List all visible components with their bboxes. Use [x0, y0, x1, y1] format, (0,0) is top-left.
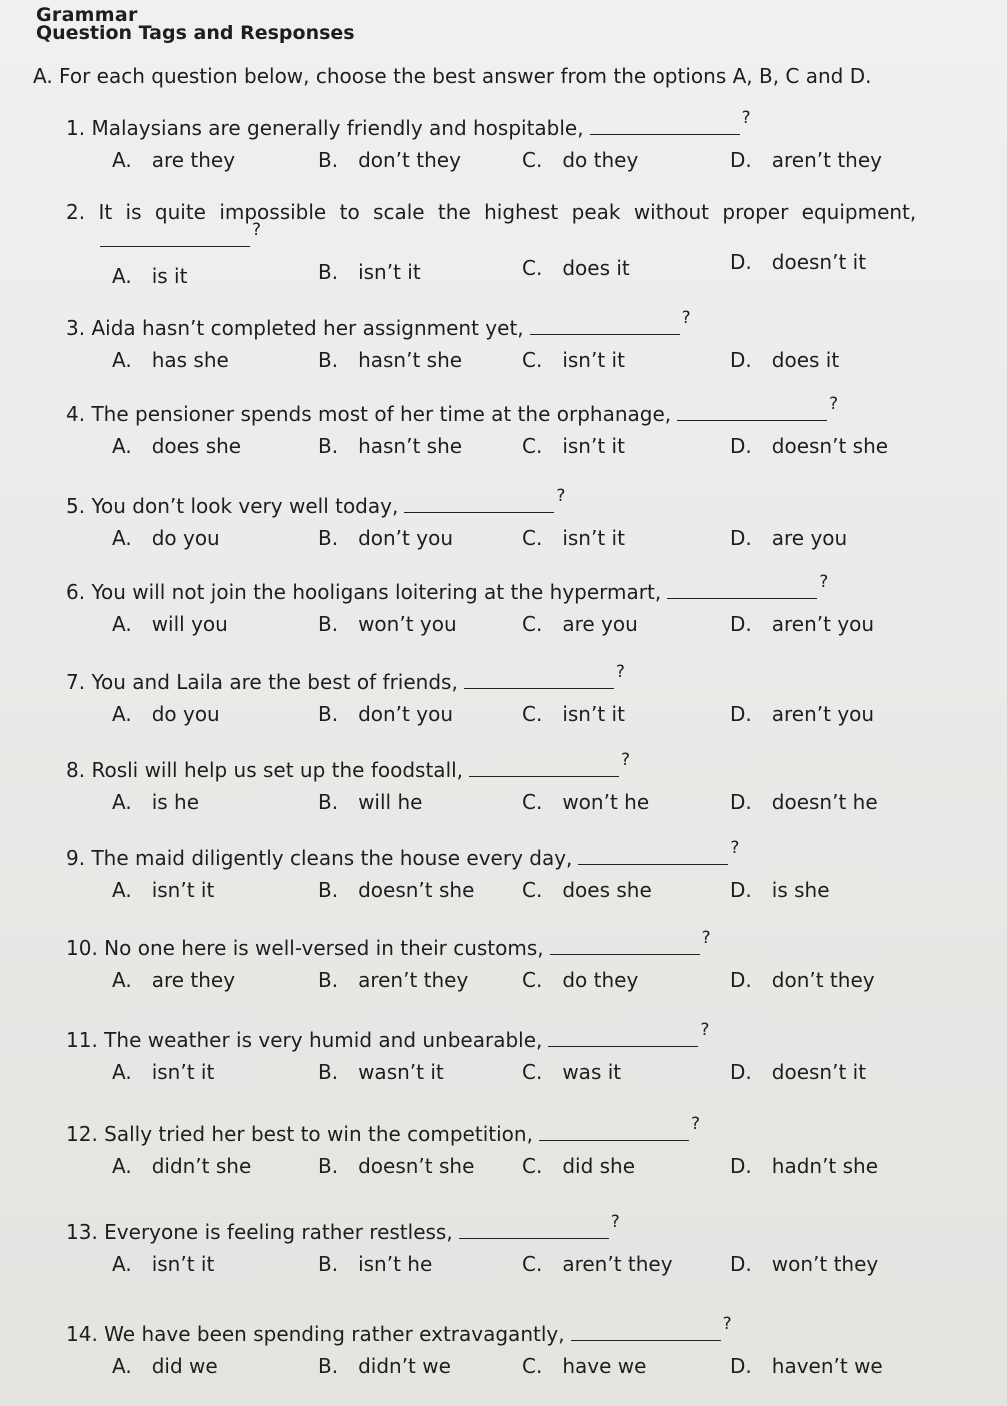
question-mark: ? [829, 394, 839, 414]
question-number: 8. [66, 758, 86, 782]
option-a[interactable]: A. is it [112, 264, 188, 288]
question-number: 13. [66, 1220, 98, 1244]
option-b[interactable]: B. doesn’t she [318, 878, 475, 902]
question-9 [60, 838, 960, 916]
question-mark: ? [741, 108, 751, 128]
question-stem [66, 928, 711, 960]
option-a[interactable]: A. are they [112, 968, 236, 992]
option-d[interactable]: D. don’t they [730, 968, 875, 992]
question-6 [60, 572, 960, 650]
option-c[interactable]: C. was it [522, 1060, 622, 1084]
option-c[interactable]: C. does it [522, 256, 630, 280]
question-text: Everyone is feeling rather restless, [104, 1220, 453, 1244]
question-3 [60, 308, 960, 386]
answer-blank[interactable] [530, 334, 680, 335]
answer-blank[interactable] [590, 134, 740, 135]
option-b[interactable]: B. hasn’t she [318, 348, 463, 372]
question-stem [66, 838, 740, 870]
option-b[interactable]: B. doesn’t she [318, 1154, 475, 1178]
question-mark: ? [610, 1212, 620, 1232]
option-c[interactable]: C. isn’t it [522, 526, 625, 550]
question-number: 7. [66, 670, 86, 694]
question-mark: ? [690, 1114, 700, 1134]
option-a[interactable]: A. did we [112, 1354, 218, 1378]
question-text: Rosli will help us set up the foodstall, [91, 758, 464, 782]
option-a[interactable]: A. isn’t it [112, 878, 215, 902]
answer-blank[interactable] [464, 688, 614, 689]
answer-blank[interactable] [539, 1140, 689, 1141]
question-stem [66, 108, 751, 140]
question-mark: ? [252, 220, 262, 240]
answer-blank[interactable] [667, 598, 817, 599]
option-d[interactable]: D. aren’t they [730, 148, 882, 172]
question-11 [60, 1020, 960, 1098]
option-d[interactable]: D. doesn’t it [730, 1060, 867, 1084]
question-stem [66, 662, 625, 694]
answer-blank[interactable] [578, 864, 728, 865]
question-1 [60, 108, 960, 186]
question-number: 3. [66, 316, 86, 340]
option-b[interactable]: B. hasn’t she [318, 434, 463, 458]
question-mark: ? [700, 1020, 710, 1040]
question-mark: ? [701, 928, 711, 948]
question-10 [60, 928, 960, 1006]
question-number: 2. [66, 200, 86, 224]
option-a[interactable]: A. isn’t it [112, 1252, 215, 1276]
question-stem [66, 200, 916, 224]
question-text: You don’t look very well today, [91, 494, 399, 518]
question-stem [66, 1212, 620, 1244]
option-b[interactable]: B. don’t you [318, 702, 453, 726]
answer-blank[interactable] [469, 776, 619, 777]
question-stem [66, 1020, 710, 1052]
option-c[interactable]: C. have we [522, 1354, 647, 1378]
option-b[interactable]: B. didn’t we [318, 1354, 451, 1378]
question-14 [60, 1314, 960, 1392]
option-d[interactable]: D. haven’t we [730, 1354, 883, 1378]
answer-blank[interactable] [571, 1340, 721, 1341]
option-b[interactable]: B. isn’t he [318, 1252, 433, 1276]
option-c[interactable]: C. are you [522, 612, 638, 636]
question-stem [66, 308, 691, 340]
option-d[interactable]: D. doesn’t she [730, 434, 889, 458]
question-4 [60, 394, 960, 472]
option-c[interactable]: C. isn’t it [522, 348, 625, 372]
answer-line [100, 220, 262, 252]
question-mark: ? [722, 1314, 732, 1334]
option-b[interactable]: B. don’t they [318, 148, 461, 172]
question-stem [66, 572, 829, 604]
option-b[interactable]: B. will he [318, 790, 423, 814]
question-text: The weather is very humid and unbearable, [104, 1028, 543, 1052]
answer-blank[interactable] [100, 246, 250, 247]
option-b[interactable]: B. won’t you [318, 612, 457, 636]
instruction-text: A. For each question below, choose the best answer from the options A, B, C and D. [33, 64, 872, 88]
question-text: We have been spending rather extravagantly, [104, 1322, 565, 1346]
question-text: You will not join the hooligans loitering at the hypermart, [91, 580, 662, 604]
question-stem [66, 394, 839, 426]
question-text: The maid diligently cleans the house every day, [91, 846, 573, 870]
answer-blank[interactable] [459, 1238, 609, 1239]
option-c[interactable]: C. did she [522, 1154, 636, 1178]
option-a[interactable]: A. isn’t it [112, 1060, 215, 1084]
option-d[interactable]: D. does it [730, 348, 840, 372]
answer-blank[interactable] [548, 1046, 698, 1047]
question-mark: ? [681, 308, 691, 328]
option-a[interactable]: A. does she [112, 434, 242, 458]
question-mark: ? [621, 750, 631, 770]
question-number: 11. [66, 1028, 98, 1052]
option-d[interactable]: D. are you [730, 526, 848, 550]
option-a[interactable]: A. do you [112, 702, 220, 726]
answer-blank[interactable] [677, 420, 827, 421]
option-a[interactable]: A. is he [112, 790, 200, 814]
question-stem [66, 750, 631, 782]
option-d[interactable]: D. hadn’t she [730, 1154, 879, 1178]
question-number: 1. [66, 116, 86, 140]
option-a[interactable]: A. are they [112, 148, 236, 172]
option-c[interactable]: C. isn’t it [522, 434, 625, 458]
question-8 [60, 750, 960, 828]
question-text: You and Laila are the best of friends, [91, 670, 458, 694]
answer-blank[interactable] [550, 954, 700, 955]
question-stem [66, 1314, 732, 1346]
option-a[interactable]: A. didn’t she [112, 1154, 252, 1178]
option-c[interactable]: C. aren’t they [522, 1252, 673, 1276]
question-text: Sally tried her best to win the competition, [104, 1122, 533, 1146]
question-stem [66, 486, 566, 518]
answer-blank[interactable] [404, 512, 554, 513]
option-d[interactable]: D. aren’t you [730, 702, 875, 726]
question-text: The pensioner spends most of her time at the orphanage, [91, 402, 672, 426]
question-number: 5. [66, 494, 86, 518]
option-d[interactable]: D. doesn’t he [730, 790, 878, 814]
option-c[interactable]: C. do they [522, 148, 639, 172]
question-text: It is quite impossible to scale the highest peak without proper equipment, [98, 200, 917, 224]
question-number: 6. [66, 580, 86, 604]
option-c[interactable]: C. won’t he [522, 790, 650, 814]
option-b[interactable]: B. isn’t it [318, 260, 421, 284]
option-b[interactable]: B. wasn’t it [318, 1060, 444, 1084]
option-b[interactable]: B. don’t you [318, 526, 453, 550]
question-mark: ? [556, 486, 566, 506]
question-12 [60, 1114, 960, 1192]
option-d[interactable]: D. doesn’t it [730, 250, 867, 274]
question-number: 9. [66, 846, 86, 870]
question-stem [66, 1114, 700, 1146]
option-d[interactable]: D. won’t they [730, 1252, 879, 1276]
question-2 [60, 200, 960, 290]
question-5 [60, 486, 960, 564]
option-d[interactable]: D. is she [730, 878, 830, 902]
question-mark: ? [730, 838, 740, 858]
option-d[interactable]: D. aren’t you [730, 612, 875, 636]
question-mark: ? [615, 662, 625, 682]
option-c[interactable]: C. does she [522, 878, 652, 902]
question-mark: ? [819, 572, 829, 592]
option-a[interactable]: A. do you [112, 526, 220, 550]
question-number: 12. [66, 1122, 98, 1146]
question-text: Malaysians are generally friendly and hospitable, [91, 116, 584, 140]
subtopic-heading: Question Tags and Responses [36, 22, 355, 44]
question-number: 4. [66, 402, 86, 426]
question-text: Aida hasn’t completed her assignment yet, [91, 316, 524, 340]
topic-heading: Grammar [36, 4, 138, 26]
question-13 [60, 1212, 960, 1290]
option-c[interactable]: C. do they [522, 968, 639, 992]
question-7 [60, 662, 960, 740]
question-number: 10. [66, 936, 98, 960]
question-text: No one here is well-versed in their customs, [104, 936, 544, 960]
option-c[interactable]: C. isn’t it [522, 702, 625, 726]
option-a[interactable]: A. has she [112, 348, 229, 372]
question-number: 14. [66, 1322, 98, 1346]
option-a[interactable]: A. will you [112, 612, 228, 636]
option-b[interactable]: B. aren’t they [318, 968, 469, 992]
